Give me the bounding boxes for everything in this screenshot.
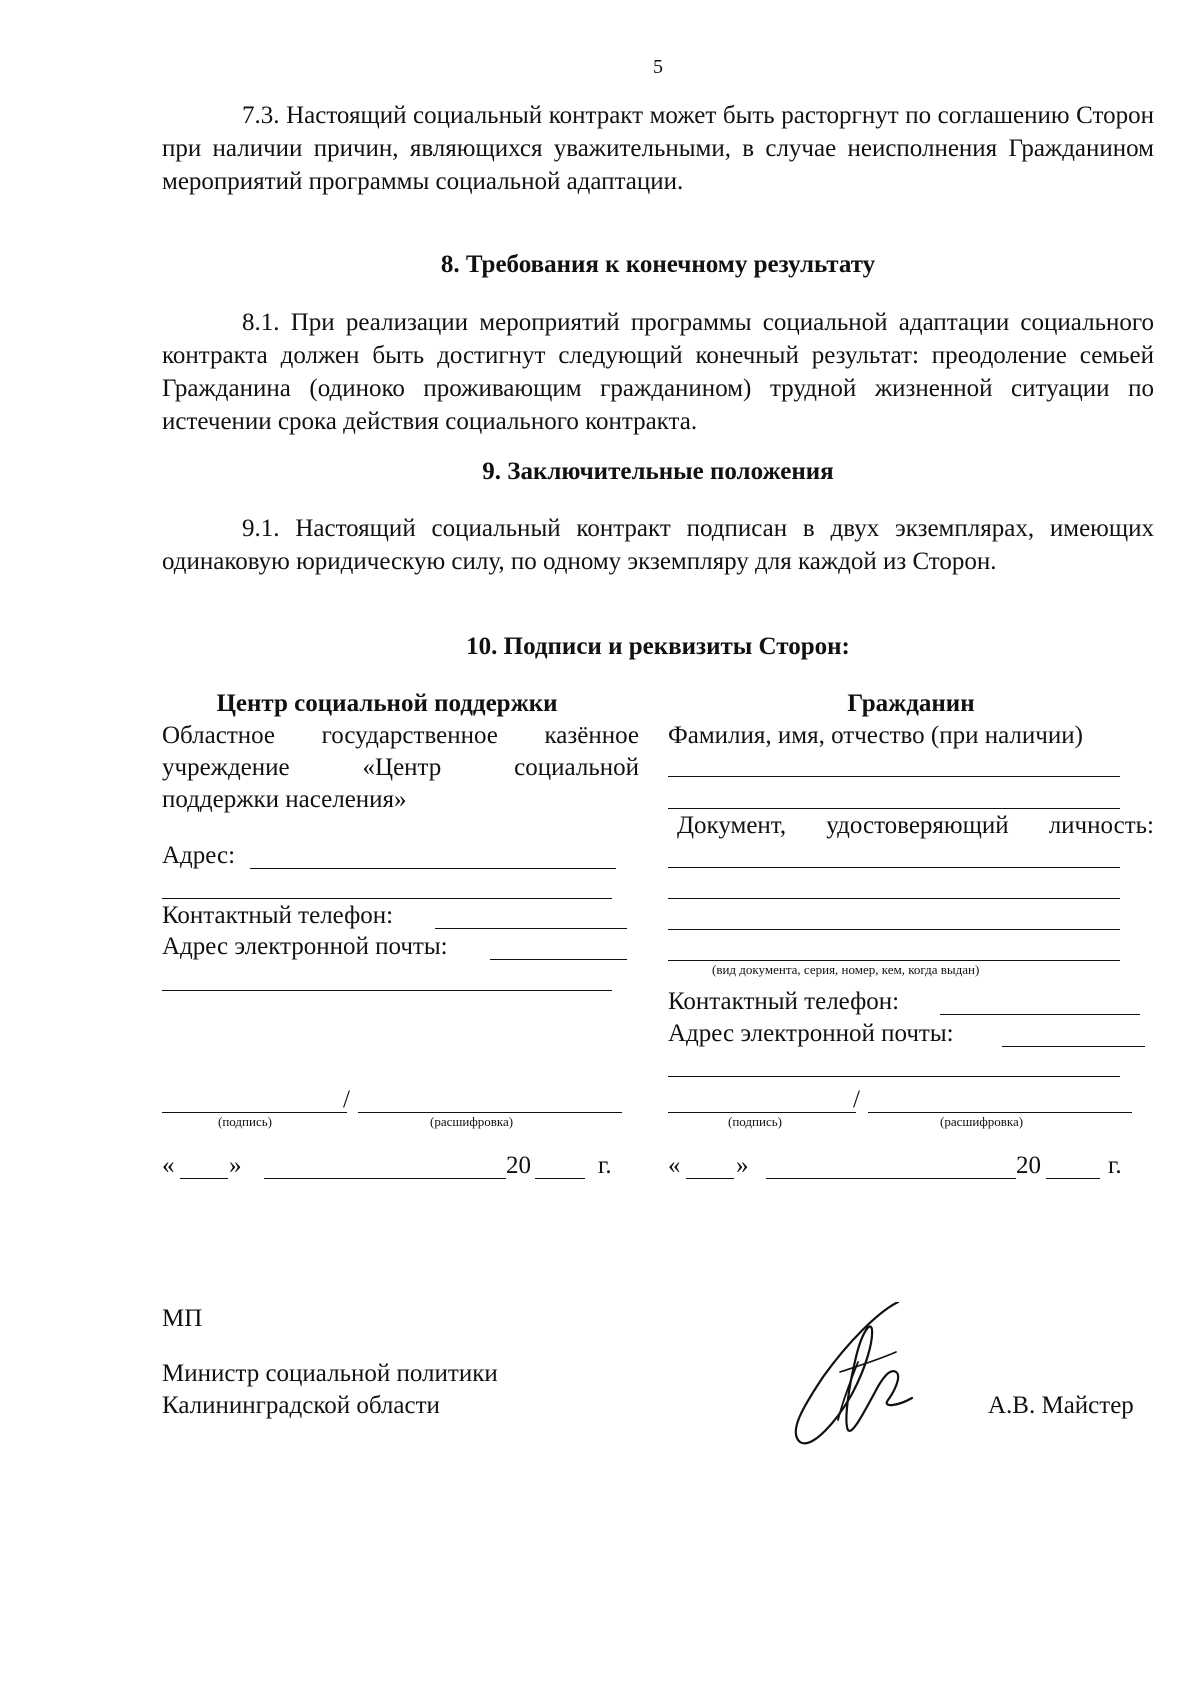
paragraph-7-3: 7.3. Настоящий социальный контракт может быть расторгнут по соглашению Сторон при наличии причин, являющихся уважительными, в случае неисполнения Гражданином мероприятий программы социальной адаптации. (162, 102, 1154, 195)
left-phone-label: Контактный телефон: (162, 902, 394, 929)
left-email-line[interactable] (490, 959, 627, 960)
left-email-line-2[interactable] (162, 990, 612, 991)
left-year-suffix: г. (598, 1152, 612, 1179)
right-document-line-3[interactable] (668, 929, 1120, 930)
left-org-line-2: учреждение «Центр социальной (162, 754, 639, 781)
right-document-label: Документ, удостоверяющий личность: (677, 812, 1154, 839)
minister-title-line-1: Министр социальной политики (162, 1360, 498, 1387)
left-org-line-3: поддержки населения» (162, 786, 407, 813)
right-email-line[interactable] (1002, 1046, 1145, 1047)
right-fio-label: Фамилия, имя, отчество (при наличии) (668, 722, 1083, 749)
right-email-line-2[interactable] (668, 1076, 1120, 1077)
right-slash: / (853, 1086, 860, 1113)
right-phone-line[interactable] (940, 1014, 1140, 1015)
left-address-label: Адрес: (162, 842, 236, 869)
left-signature-line[interactable] (162, 1112, 347, 1113)
right-year-line[interactable] (1046, 1178, 1100, 1179)
paragraph-9-1: 9.1. Настоящий социальный контракт подписан в двух экземплярах, имеющих одинаковую юридическую силу, по одному экземпляру для каждой из Сторон. (162, 515, 1154, 575)
left-decode-caption: (расшифровка) (430, 1114, 514, 1129)
right-date-month-line[interactable] (766, 1178, 1016, 1179)
right-fio-line-1[interactable] (668, 776, 1120, 777)
left-date-month-line[interactable] (264, 1178, 506, 1179)
left-date-open-quote: « (162, 1152, 175, 1179)
right-signature-caption: (подпись) (728, 1114, 782, 1129)
left-date-day-line[interactable] (180, 1178, 228, 1179)
left-signature-caption: (подпись) (218, 1114, 272, 1129)
right-date-open-quote: « (668, 1152, 681, 1179)
right-fio-line-2[interactable] (668, 808, 1120, 809)
section-heading-10: 10. Подписи и реквизиты Сторон: (466, 633, 850, 660)
left-phone-line[interactable] (435, 928, 627, 929)
left-year-prefix: 20 (506, 1152, 531, 1179)
left-address-line-2[interactable] (162, 898, 612, 899)
right-decode-line[interactable] (868, 1112, 1132, 1113)
left-date-close-quote: » (229, 1152, 242, 1179)
left-slash: / (343, 1086, 350, 1113)
left-email-label: Адрес электронной почты: (162, 933, 448, 960)
right-phone-label: Контактный телефон: (668, 988, 900, 1015)
right-signature-line[interactable] (668, 1112, 856, 1113)
left-decode-line[interactable] (358, 1112, 622, 1113)
right-document-line-4[interactable] (668, 960, 1120, 961)
paragraph-8-1: 8.1. При реализации мероприятий программы социальной адаптации социального контракта должен быть достигнут следующий конечный результат: преодоление семьей Гражданина (одиноко проживающим гражданином) трудной жизненной ситуации по истечении срока действия социального контракта. (162, 309, 1154, 435)
right-date-day-line[interactable] (686, 1178, 734, 1179)
left-year-line[interactable] (535, 1178, 585, 1179)
right-date-close-quote: » (736, 1152, 749, 1179)
stamp-place-label: МП (162, 1305, 203, 1332)
left-column-title: Центр социальной поддержки (216, 690, 558, 717)
right-email-label: Адрес электронной почты: (668, 1020, 954, 1047)
right-decode-caption: (расшифровка) (940, 1114, 1024, 1129)
left-address-line-1[interactable] (250, 868, 616, 869)
right-document-line-1[interactable] (668, 867, 1120, 868)
left-org-line-1: Областное государственное казённое (162, 722, 639, 749)
right-column-title: Гражданин (847, 690, 975, 717)
right-year-prefix: 20 (1016, 1152, 1041, 1179)
signer-name: А.В. Майстер (988, 1392, 1134, 1419)
right-year-suffix: г. (1108, 1152, 1122, 1179)
page-number: 5 (653, 56, 663, 78)
section-heading-8: 8. Требования к конечному результату (440, 251, 876, 278)
right-document-caption: (вид документа, серия, номер, кем, когда выдан) (712, 962, 980, 977)
right-document-line-2[interactable] (668, 898, 1120, 899)
minister-title-line-2: Калининградской области (162, 1392, 440, 1419)
handwritten-signature (778, 1302, 938, 1452)
section-heading-9: 9. Заключительные положения (482, 458, 834, 485)
